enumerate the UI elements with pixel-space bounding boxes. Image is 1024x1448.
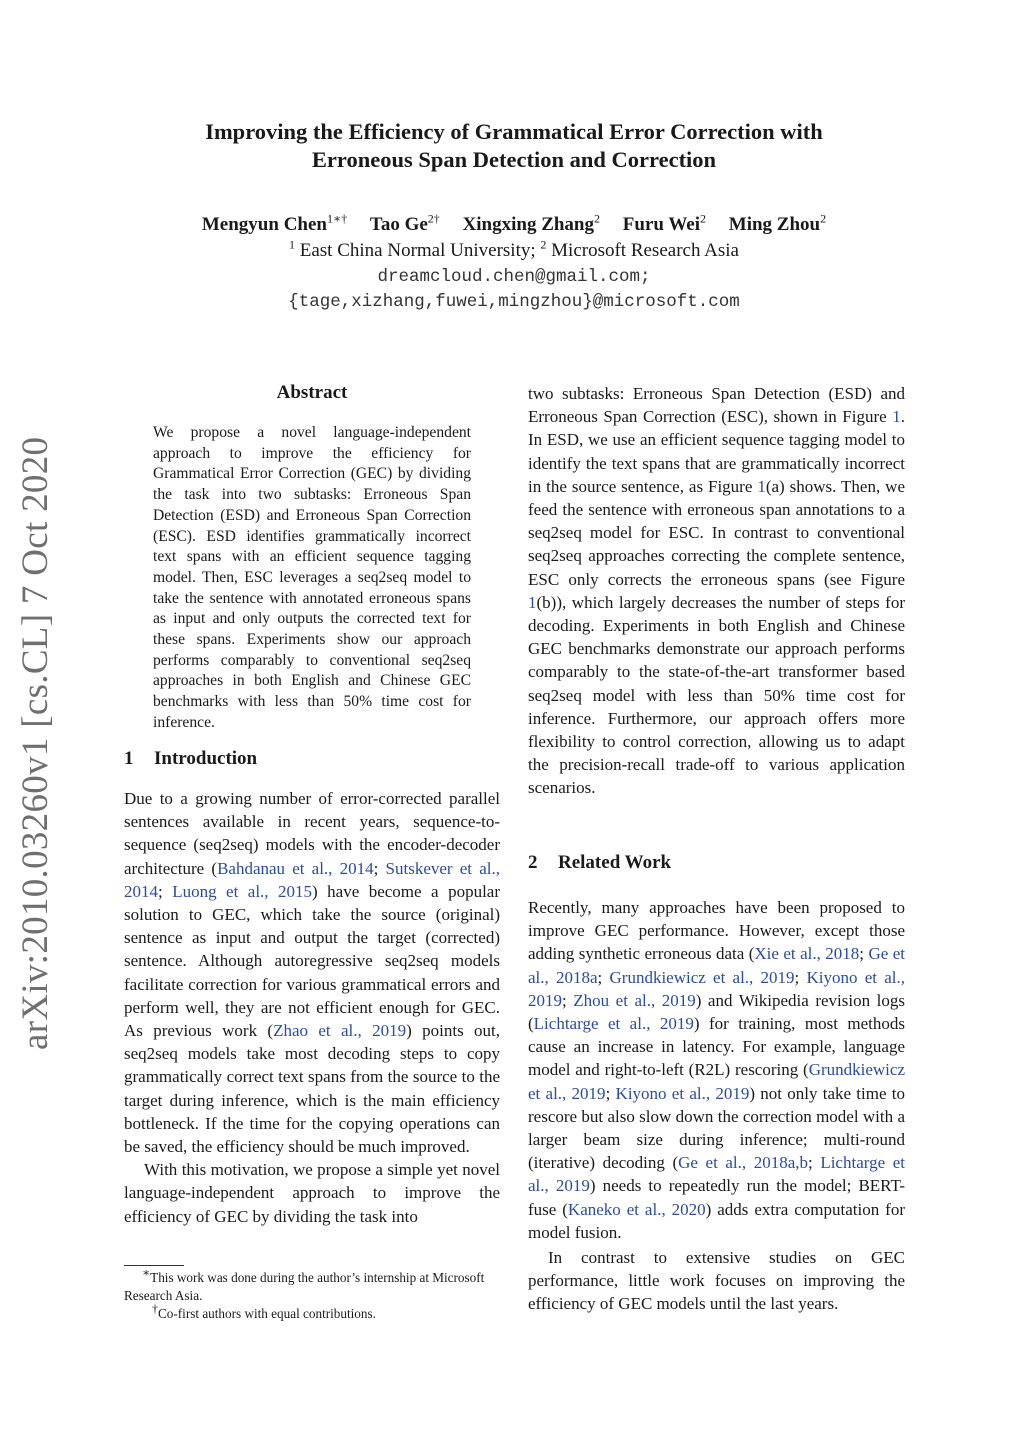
- footnote-1: ∗This work was done during the author’s internship at Microsoft Research Asia.: [124, 1265, 485, 1303]
- related-paragraph-2: In contrast to extensive studies on GEC performance, little work focuses on improving the efficiency of GEC models until the last years.: [528, 1248, 905, 1314]
- section-heading-introduction: 1 Introduction: [124, 748, 258, 769]
- author: Tao $Ge^{2\dagger}$: [369, 211, 440, 235]
- author: Xingxing Zhang$^2$: [462, 211, 601, 235]
- citation-link[interactable]: Grundkiewicz et al., 2019: [528, 1060, 905, 1103]
- intro-paragraph-3: two subtasks: Erroneous Span Detection (ESD) and Erroneous Span Correction (ESC), shown in Figure 1. In ESD, we use an efficient sequence tagging model to identify the text spans that are grammatically incorrect in the source sentence, as Figure 1(a) shows. Then, we feed the sentence with erroneous span annotations to a seq2seq model for ESC. In contrast to conventional seq2seq approaches correcting the complete sentence, ESC only corrects the erroneous spans (see Figure 1(b)), which largely decreases the number of steps for decoding. Experiments in both English and Chinese GEC benchmarks demonstrate our approach performs comparably to the state-of-the-art transformer based seq2seq model with less than 50% time cost for inference. Furthermore, our approach offers more flexibility to control correction, allowing us to adapt the precision-recall trade-off to various application scenarios.: [528, 384, 905, 798]
- citation-link[interactable]: Sutskever et al., 2014: [124, 858, 500, 901]
- author: Mengyun Chen$^{1∗\dagger}$: [201, 211, 348, 235]
- citation-link[interactable]: Grundkiewicz et al., 2019: [609, 967, 795, 987]
- author: Furu Wei$^2$: [622, 211, 707, 235]
- citation-link[interactable]: Ge et al., 2018a,b: [678, 1153, 809, 1173]
- author: Ming Zhou$^2$: [728, 211, 827, 235]
- title-line-1: Improving the Efficiency of Grammatical Error Correction with: [205, 119, 823, 144]
- intro-paragraph-1: Due to a growing number of error-corrected parallel sentences available in recent years, sequence-to-sequence (seq2seq) models with the encoder-decoder architecture (Bahdanau et al., 2014; Sutskever et al., 2014; Luong et al., 2015) have become a popular solution to GEC, which take the source (original) sentence as input and output the target (corrected) sentence. Although autoregressive seq2seq models facilitate correction for various grammatical errors and perform well, they are not efficient enough for GEC. As previous work (Zhao et al., 2019) points out, seq2seq models take most decoding steps to copy grammatically correct text spans from the source to the target during inference, which is the main efficiency bottleneck. If the time for the copying operations can be saved, the efficiency should be much improved.: [124, 789, 501, 1157]
- affiliations: $^1$ East China Normal University; $^2$ Microsoft Research Asia: [289, 237, 739, 261]
- email-group[interactable]: {tage,xizhang,fuwei,mingzhou}@microsoft.com: [288, 292, 740, 312]
- related-paragraph-1: Recently, many approaches have been proposed to improve GEC performance. However, except those adding synthetic erroneous data (Xie et al., 2018; Ge et al., 2018a; Grundkiewicz et al., 2019; Kiyono et al., 2019; Zhou et al., 2019) and Wikipedia revision logs (Lichtarge et al., 2019) for training, most methods cause an increase in latency. For example, language model and right-to-left (R2L) rescoring (Grundkiewicz et al., 2019; Kiyono et al., 2019) not only take time to rescore but also slow down the correction model with a larger beam size during inference; multi-round (iterative) decoding (Ge et al., 2018a,b; Lichtarge et al., 2019) needs to repeatedly run the model; BERT-fuse (Kaneko et al., 2020) adds extra computation for model fusion.: [528, 898, 906, 1242]
- right-intro-body: [528, 382, 905, 800]
- email-primary[interactable]: dreamcloud.chen@gmail.com;: [377, 267, 651, 287]
- citation-link[interactable]: Zhao et al., 2019: [273, 1021, 407, 1041]
- citation-link[interactable]: Zhou et al., 2019: [573, 990, 696, 1010]
- citation-link[interactable]: Luong et al., 2015: [172, 881, 313, 901]
- citation-link[interactable]: Ge et al., 2018a: [528, 944, 905, 987]
- arxiv-identifier: arXiv:2010.03260v1 [cs.CL] 7 Oct 2020: [15, 436, 56, 1050]
- footnotes: [124, 1265, 500, 1323]
- citation-link[interactable]: Kiyono et al., 2019: [528, 967, 905, 1010]
- citation-link[interactable]: Kaneko et al., 2020: [567, 1199, 706, 1219]
- abstract-text: We propose a novel language-independent approach to improve the efficiency for Grammatical Error Correction (GEC) by dividing the task into two subtasks: Erroneous Span Detection (ESD) and Erroneous Span Correction (ESC). ESD identifies grammatically incorrect text spans with an efficient sequence tagging model. Then, ESC leverages a seq2seq model to take the sentence with annotated erroneous spans as input and only outputs the corrected text for these spans. Experiments show our approach performs comparably to conventional seq2seq approaches in both English and Chinese GEC benchmarks with less than 50% time cost for inference.: [153, 424, 471, 731]
- citation-link[interactable]: Kiyono et al., 2019: [615, 1083, 750, 1103]
- footnote-2: †Co-first authors with equal contributions.: [152, 1301, 376, 1321]
- intro-paragraph-2: With this motivation, we propose a simple yet novel language-independent approach to improve the efficiency of GEC by dividing the task into: [124, 1160, 500, 1226]
- citation-link[interactable]: Lichtarge et al., 2019: [528, 1153, 905, 1196]
- citation-link[interactable]: Lichtarge et al., 2019: [533, 1014, 694, 1034]
- title-line-2: Erroneous Span Detection and Correction: [311, 147, 717, 172]
- figure-ref-link[interactable]: 1: [528, 592, 537, 612]
- citation-link[interactable]: Bahdanau et al., 2014: [217, 858, 374, 878]
- section-heading-related-work: 2 Related Work: [528, 852, 672, 873]
- citation-link[interactable]: Xie et al., 2018: [754, 944, 860, 964]
- author-list: [120, 212, 908, 238]
- abstract-heading: Abstract: [276, 382, 348, 403]
- figure-ref-link[interactable]: 1: [892, 407, 901, 427]
- related-work-body: [528, 896, 905, 1316]
- paper-title: [130, 118, 898, 174]
- figure-ref-link[interactable]: 1: [757, 476, 766, 496]
- introduction-body: [124, 787, 500, 1228]
